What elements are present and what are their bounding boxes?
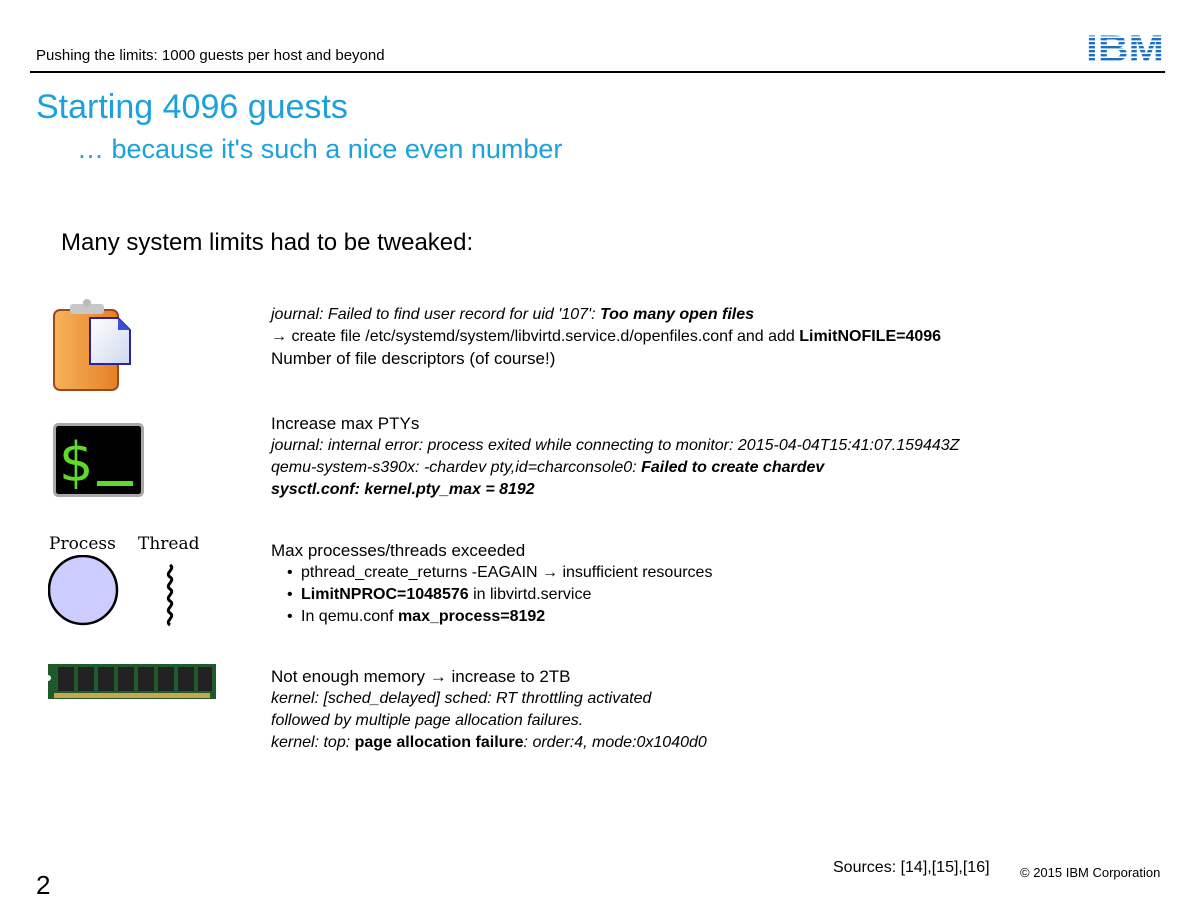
page-number: 2 — [36, 870, 51, 900]
thread-squiggle-icon — [160, 563, 180, 632]
log-text: followed by multiple page allocation failures. — [271, 712, 584, 729]
item-heading: Increase max PTYs — [271, 414, 420, 433]
sources: Sources: [14],[15],[16] — [833, 859, 990, 876]
lead-text: Many system limits had to be tweaked: — [61, 229, 474, 256]
log-text: kernel: [sched_delayed] sched: RT throttling activated — [271, 690, 652, 707]
svg-text:IBM: IBM — [1086, 30, 1164, 64]
svg-text:$: $ — [59, 431, 94, 494]
terminal-icon — [53, 423, 144, 502]
item-heading: Max processes/threads exceeded — [271, 541, 526, 560]
instruction-text: → create file /etc/systemd/system/libvirtd.service.d/openfiles.conf and add — [271, 328, 800, 345]
process-label: Process — [49, 534, 116, 554]
ibm-logo — [1086, 30, 1166, 69]
config-value: sysctl.conf: kernel.pty_max = 8192 — [271, 481, 535, 498]
item-heading: Not enough memory → increase to 2TB — [271, 667, 571, 686]
bullet-item: • pthread_create_returns -EAGAIN → insufficient resources — [301, 562, 712, 584]
slide-title: Starting 4096 guests — [36, 88, 348, 126]
copyright: © 2015 IBM Corporation — [1020, 865, 1161, 880]
thread-label: Thread — [138, 534, 200, 554]
process-circle-icon — [48, 555, 120, 632]
log-text: kernel: top: — [271, 734, 355, 751]
item-open-files — [271, 304, 941, 370]
log-text: journal: internal error: process exited while connecting to monitor: 2015-04-04T15:41:07.159443Z — [271, 437, 960, 454]
log-text: qemu-system-s390x: -chardev pty,id=charconsole0: — [271, 459, 642, 476]
running-title: Pushing the limits: 1000 guests per host and beyond — [36, 47, 385, 64]
log-error: Failed to create chardev — [641, 459, 825, 476]
log-text: : order:4, mode:0x1040d0 — [523, 734, 707, 751]
item-ptys — [271, 413, 959, 501]
item-memory — [271, 666, 707, 754]
config-value: LimitNOFILE=4096 — [799, 328, 942, 345]
bullet-item: • In qemu.conf max_process=8192 — [301, 606, 712, 628]
log-error: page allocation failure — [354, 734, 524, 751]
log-text: journal: Failed to find user record for uid '107': — [271, 306, 600, 323]
item-processes — [271, 540, 712, 628]
log-error: Too many open files — [599, 306, 755, 323]
bullet-item: • LimitNPROC=1048576 in libvirtd.service — [301, 584, 712, 606]
slide-subtitle: … because it's such a nice even number — [77, 134, 563, 164]
clipboard-icon — [50, 298, 135, 398]
header-rule — [30, 71, 1165, 73]
memory-module-icon — [48, 664, 216, 704]
item-heading: Number of file descriptors (of course!) — [271, 349, 556, 368]
